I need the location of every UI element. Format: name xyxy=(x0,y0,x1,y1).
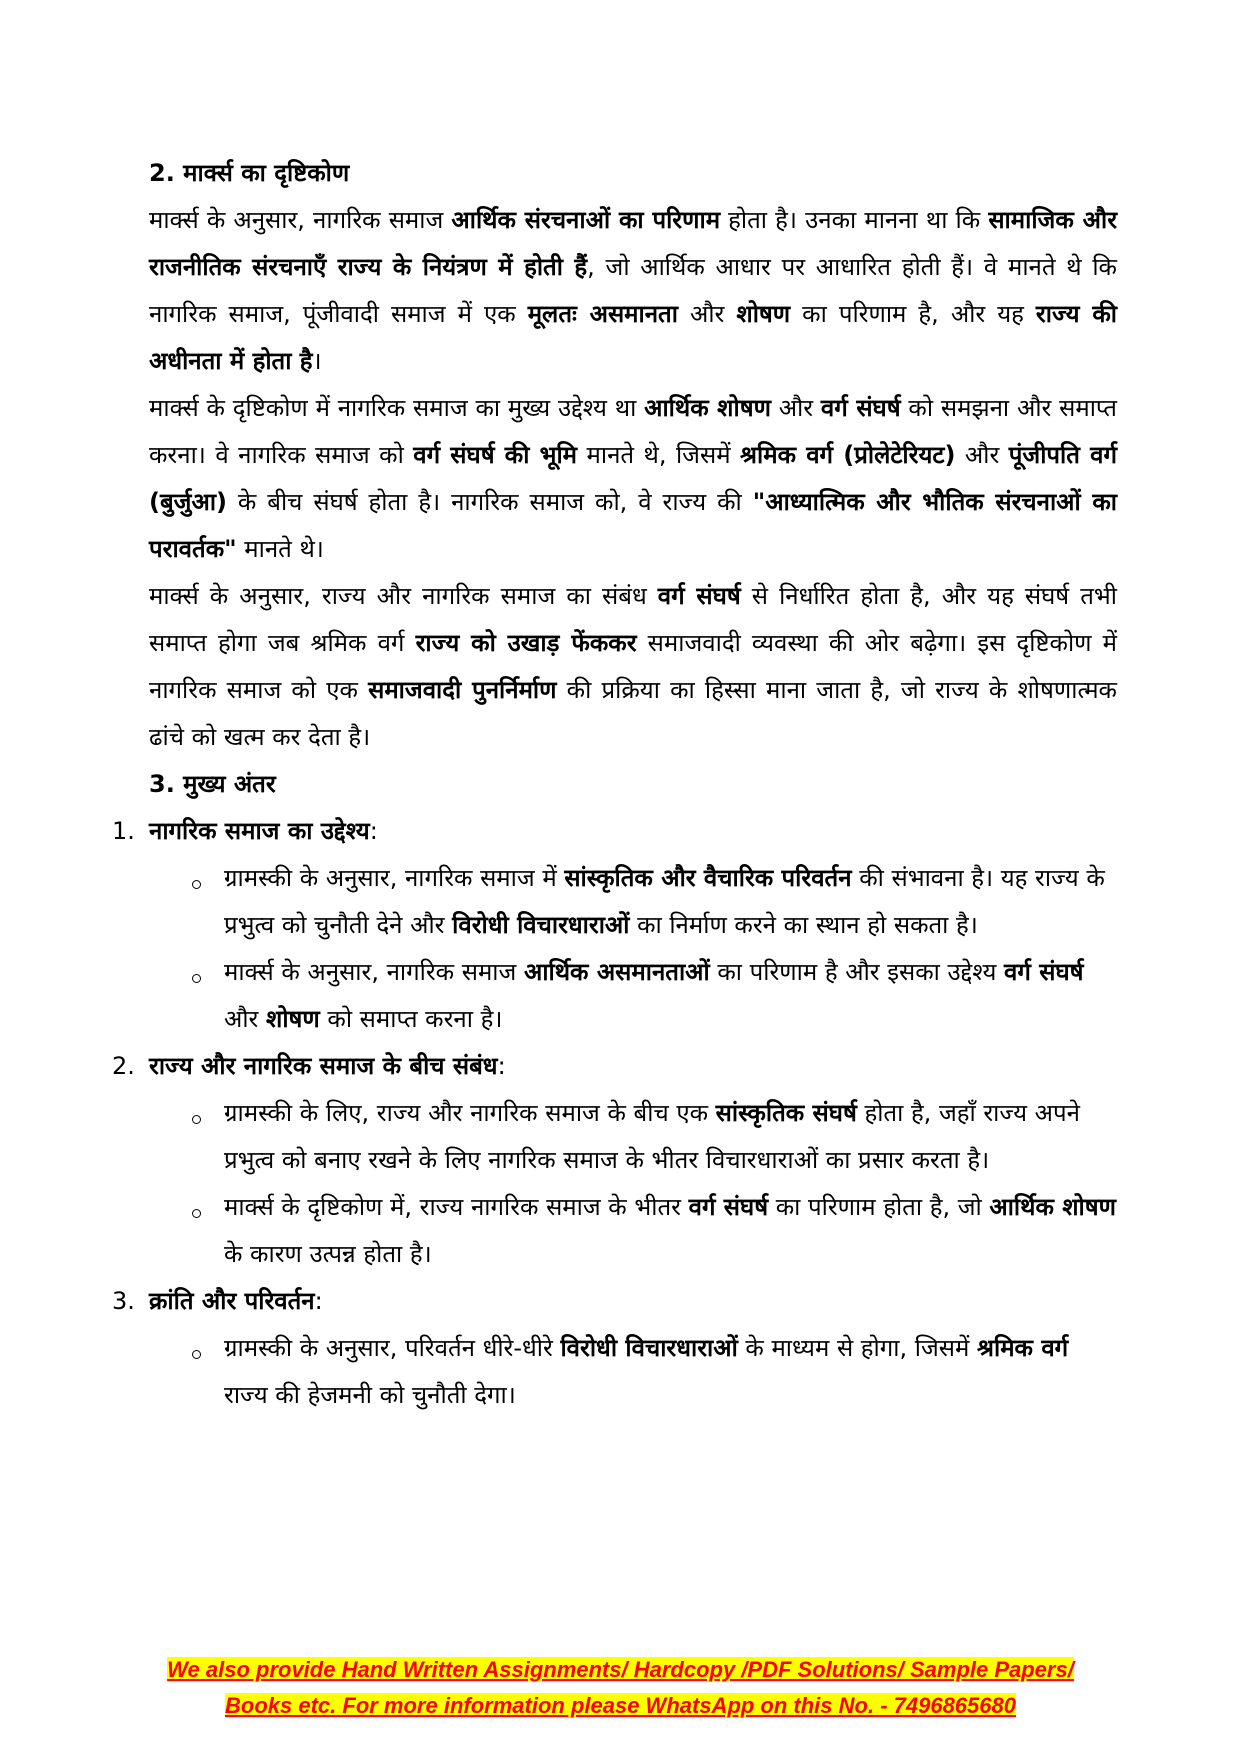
bold-phrase: पूंजीपति वर्ग (बुर्जुआ) xyxy=(149,441,1117,516)
differences-list xyxy=(112,808,1117,1419)
text-run: मार्क्स के अनुसार, राज्य और नागरिक समाज का संबंध xyxy=(149,582,658,610)
bold-phrase: समाजवादी पुनर्निर्माण xyxy=(368,676,557,704)
list-item-state-relation xyxy=(112,1043,1117,1278)
circle-bullet-icon xyxy=(192,1115,201,1124)
text-run: मार्क्स के दृष्टिकोण में नागरिक समाज का मुख्य उद्देश्य था xyxy=(149,394,645,422)
bold-phrase: मूलतः असमानता xyxy=(527,300,678,328)
page-content xyxy=(112,150,1118,1419)
bold-phrase: सांस्कृतिक और वैचारिक परिवर्तन xyxy=(564,864,852,892)
text-run: के बीच संघर्ष होता है। नागरिक समाज को, वे राज्य की xyxy=(226,488,753,516)
text-run: , जो आर्थिक आधार पर आधारित होती हैं। वे मानते थे कि नागरिक समाज, पूंजीवादी समाज में एक xyxy=(149,253,1117,328)
bold-phrase: वर्ग संघर्ष xyxy=(688,1193,769,1221)
text-run: मार्क्स के अनुसार, नागरिक समाज xyxy=(224,958,524,986)
list-item-revolution xyxy=(112,1278,1117,1419)
list-number: 1. xyxy=(112,817,135,845)
text-run: होता है। उनका मानना था कि xyxy=(720,206,989,234)
text-run: । xyxy=(312,347,322,375)
text-run: मार्क्स के दृष्टिकोण में, राज्य नागरिक समाज के भीतर xyxy=(224,1193,689,1221)
bold-phrase: विरोधी विचारधाराओं xyxy=(452,911,630,939)
list-item-colon: : xyxy=(497,1052,506,1080)
bold-phrase: वर्ग संघर्ष xyxy=(820,394,901,422)
bold-phrase: "आध्यात्मिक और भौतिक संरचनाओं का परावर्तक" xyxy=(149,488,1117,563)
text-run: की संभावना है। यह राज्य के प्रभुत्व को चुनौती देने और xyxy=(224,864,1105,939)
text-run: और xyxy=(224,1005,266,1033)
list-number: 2. xyxy=(112,1052,135,1080)
footer-row xyxy=(0,1652,1241,1688)
text-run: को समाप्त करना है। xyxy=(319,1005,503,1033)
bullet-item xyxy=(149,855,1117,949)
bold-phrase: सामाजिक और राजनीतिक संरचनाएँ राज्य के नियंत्रण में होती हैं xyxy=(149,206,1118,281)
bold-phrase: विरोधी विचारधाराओं xyxy=(560,1334,738,1362)
bullet-item xyxy=(149,949,1117,1043)
text-run: का निर्माण करने का स्थान हो सकता है। xyxy=(629,911,978,939)
bullet-item xyxy=(149,1090,1117,1184)
list-item-heading xyxy=(149,1278,1117,1325)
text-run: ग्रामस्की के अनुसार, परिवर्तन धीरे-धीरे xyxy=(224,1334,561,1362)
bold-phrase: राज्य को उखाड़ फेंककर xyxy=(415,629,637,657)
bold-phrase: शोषण xyxy=(266,1005,320,1033)
bullet-item xyxy=(149,1184,1117,1278)
circle-bullet-icon xyxy=(192,974,201,983)
footer-line-1: We also provide Hand Written Assignments/ Hardcopy /PDF Solutions/ Sample Papers/ xyxy=(167,1657,1074,1682)
bold-phrase: आर्थिक शोषण xyxy=(644,394,771,422)
list-item-colon: : xyxy=(314,1287,323,1315)
text-run: से निर्धारित होता है, और यह संघर्ष तभी समाप्त होगा जब श्रमिक वर्ग xyxy=(149,582,1117,657)
circle-bullet-icon xyxy=(192,880,201,889)
bold-phrase: श्रमिक वर्ग xyxy=(976,1334,1069,1362)
list-item-heading xyxy=(149,808,1117,855)
paragraph-marx-civil-society xyxy=(149,197,1117,385)
text-run: के माध्यम से होगा, जिसमें xyxy=(737,1334,977,1362)
list-item-objective xyxy=(112,808,1117,1043)
bold-phrase: वर्ग संघर्ष xyxy=(657,582,741,610)
circle-bullet-icon xyxy=(192,1350,201,1359)
bold-phrase: वर्ग संघर्ष xyxy=(1004,958,1084,986)
paragraph-marx-state-relation xyxy=(149,573,1117,761)
list-item-title: क्रांति और परिवर्तन xyxy=(149,1287,315,1315)
section-heading-main-differences: 3. मुख्य अंतर xyxy=(149,770,276,798)
text-run: की प्रक्रिया का हिस्सा माना जाता है, जो राज्य के शोषणात्मक ढांचे को खत्म कर देता है। xyxy=(149,676,1117,751)
list-number: 3. xyxy=(112,1287,135,1315)
section-heading-marx-view: 2. मार्क्स का दृष्टिकोण xyxy=(149,159,350,187)
footer-line-2: Books etc. For more information please WhatsApp on this No. - 7496865680 xyxy=(225,1693,1016,1718)
text-run: राज्य की हेजमनी को चुनौती देगा। xyxy=(224,1381,516,1409)
text-run: का परिणाम है और इसका उद्देश्य xyxy=(709,958,1005,986)
text-run: और xyxy=(770,394,821,422)
promo-footer xyxy=(0,1652,1241,1724)
text-run: ग्रामस्की के लिए, राज्य और नागरिक समाज के बीच एक xyxy=(224,1099,716,1127)
text-run: मार्क्स के अनुसार, नागरिक समाज xyxy=(149,206,452,234)
bold-phrase: सांस्कृतिक संघर्ष xyxy=(715,1099,857,1127)
circle-bullet-icon xyxy=(192,1209,201,1218)
text-run: और xyxy=(677,300,737,328)
text-run: समाजवादी व्यवस्था की ओर बढ़ेगा। इस दृष्टिकोण में नागरिक समाज को एक xyxy=(149,629,1117,704)
text-run: को समझना और समाप्त करना। वे नागरिक समाज को xyxy=(149,394,1117,469)
list-item-colon: : xyxy=(369,817,378,845)
bold-phrase: श्रमिक वर्ग (प्रोलेटेरियट) xyxy=(740,441,956,469)
bold-phrase: वर्ग संघर्ष की भूमि xyxy=(413,441,578,469)
text-run: होता है, जहाँ राज्य अपने प्रभुत्व को बनाए रखने के लिए नागरिक समाज के भीतर विचारधाराओं का प्रसार करता है। xyxy=(224,1099,1080,1174)
bullet-item xyxy=(149,1325,1117,1419)
text-run: और xyxy=(955,441,1009,469)
bold-phrase: आर्थिक संरचनाओं का परिणाम xyxy=(451,206,721,234)
paragraph-marx-objective xyxy=(149,385,1117,573)
text-run: ग्रामस्की के अनुसार, नागरिक समाज में xyxy=(224,864,565,892)
list-item-title: नागरिक समाज का उद्देश्य xyxy=(149,817,370,845)
text-run: का परिणाम है, और यह xyxy=(790,300,1036,328)
text-run: मानते थे, जिसमें xyxy=(577,441,741,469)
bold-phrase: राज्य की अधीनता में होता है xyxy=(149,300,1117,375)
bold-phrase: शोषण xyxy=(736,300,791,328)
bold-phrase: आर्थिक शोषण xyxy=(989,1193,1116,1221)
text-run: का परिणाम होता है, जो xyxy=(768,1193,990,1221)
bold-phrase: आर्थिक असमानताओं xyxy=(523,958,710,986)
text-run: के कारण उत्पन्न होता है। xyxy=(224,1240,432,1268)
list-item-heading xyxy=(149,1043,1117,1090)
text-run: मानते थे। xyxy=(236,535,324,563)
list-item-title: राज्य और नागरिक समाज के बीच संबंध xyxy=(149,1052,498,1080)
footer-row xyxy=(0,1688,1241,1724)
